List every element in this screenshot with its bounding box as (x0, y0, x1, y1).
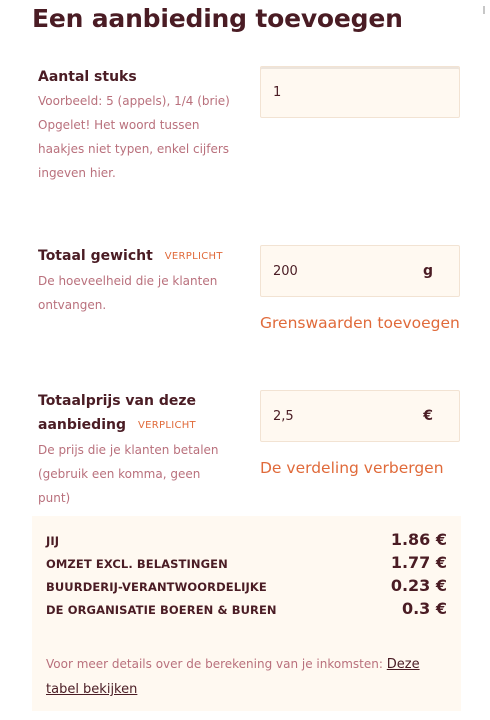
price-label: Totaalprijs van deze aanbieding VERPLICHT (38, 393, 196, 433)
price-field[interactable] (260, 390, 460, 442)
page-title: Een aanbieding toevoegen (32, 4, 403, 33)
weight-unit: g (422, 263, 433, 279)
quantity-section (38, 65, 238, 185)
price-section (38, 389, 253, 510)
weight-label: Totaal gewicht VERPLICHT (38, 248, 223, 264)
weight-field[interactable] (260, 245, 460, 297)
weight-section (38, 244, 253, 317)
quantity-helper: Voorbeeld: 5 (appels), 1/4 (brie) Opgelet! Het woord tussen haakjes niet typen, enkel cijfers ingeven hier. (38, 94, 230, 180)
add-limits-link[interactable]: Grenswaarden toevoegen (260, 314, 460, 332)
euro-unit: € (423, 408, 433, 424)
breakdown-row: OMZET EXCL. BELASTINGEN 1.77 € (46, 553, 447, 572)
quantity-input[interactable] (273, 67, 403, 117)
breakdown-row: JIJ 1.86 € (46, 530, 447, 549)
price-input[interactable] (273, 391, 403, 441)
required-badge: VERPLICHT (138, 420, 196, 431)
breakdown-row: DE ORGANISATIE BOEREN & BUREN 0.3 € (46, 599, 447, 618)
required-badge: VERPLICHT (164, 251, 223, 262)
price-breakdown (32, 516, 461, 711)
weight-helper: De hoeveelheid die je klanten ontvangen. (38, 274, 218, 312)
view-table-link[interactable]: Deze tabel bekijken (46, 657, 420, 697)
breakdown-row: BUURDERIJ-VERANTWOORDELIJKE 0.23 € (46, 576, 447, 595)
price-helper: De prijs die je klanten betalen (gebruik een komma, geen punt) (38, 443, 219, 505)
hide-breakdown-link[interactable]: De verdeling verbergen (260, 459, 444, 477)
quantity-field[interactable] (260, 66, 460, 118)
quantity-label: Aantal stuks (38, 69, 137, 85)
weight-input[interactable] (273, 246, 403, 296)
close-icon[interactable] (483, 6, 485, 14)
details-text: Voor meer details over de berekening van je inkomsten: Deze tabel bekijken (46, 657, 420, 697)
